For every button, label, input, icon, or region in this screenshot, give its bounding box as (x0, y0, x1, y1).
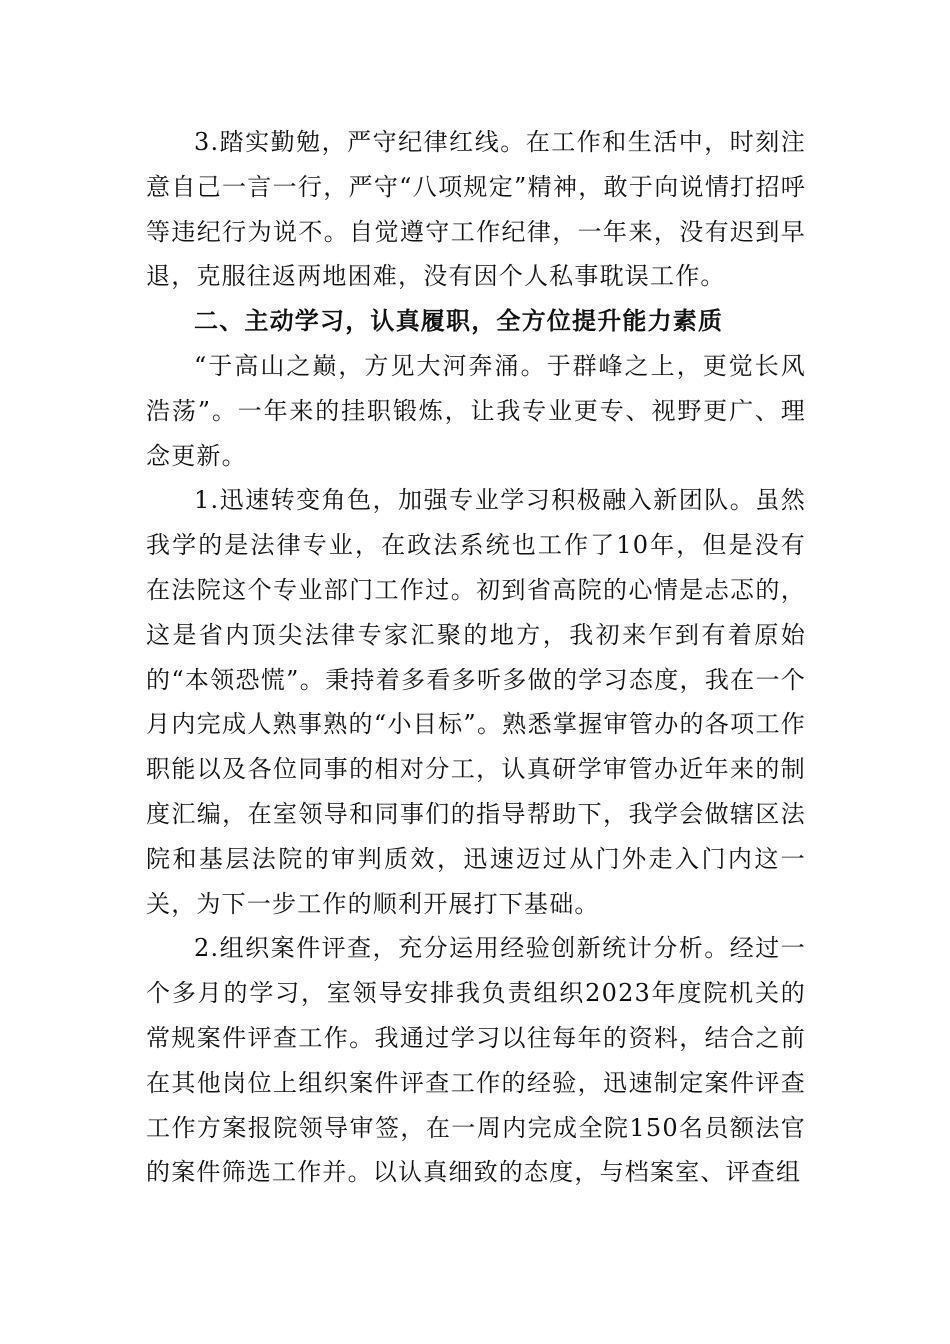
paragraph-quote: “于高山之巅，方见大河奔涌。于群峰之上，更觉长风浩荡”。一年来的挂职锻炼，让我专业更专、视野更广、理念更新。 (146, 351, 806, 470)
section-heading: 二、主动学习，认真履职，全方位提升能力素质 (194, 307, 724, 336)
paragraph-discipline: 3.踏实勤勉，严守纪律红线。在工作和生活中，时刻注意自己一言一行，严守“八项规定”精神，敢于向说情打招呼等违纪行为说不。自觉遵守工作纪律，一年来，没有迟到早退，克服往返两地困难，没有因个人私事耽误工作。 (146, 128, 806, 291)
paragraph-case-review: 2.组织案件评查，充分运用经验创新统计分析。经过一个多月的学习，室领导安排我负责组织2023年度院机关的常规案件评查工作。我通过学习以往每年的资料，结合之前在其他岗位上组织案件评查工作的经验，迅速制定案件评查工作方案报院领导审签，在一周内完成全院150名员额法官的案件筛选工作并。以认真细致的态度，与档案室、评查组 (146, 934, 806, 1187)
document-body (146, 120, 806, 1195)
paragraph-role-change: 1.迅速转变角色，加强专业学习积极融入新团队。虽然我学的是法律专业，在政法系统也工作了10年，但是没有在法院这个专业部门工作过。初到省高院的心情是忐忑的，这是省内顶尖法律专家汇聚的地方，我初来乍到有着原始的“本领恐慌”。秉持着多看多听多做的学习态度，我在一个月内完成人熟事熟的“小目标”。熟悉掌握审管办的各项工作职能以及各位同事的相对分工，认真研学审管办近年来的制度汇编，在室领导和同事们的指导帮助下，我学会做辖区法院和基层法院的审判质效，迅速迈过从门外走入门内这一关，为下一步工作的顺利开展打下基础。 (146, 486, 806, 918)
